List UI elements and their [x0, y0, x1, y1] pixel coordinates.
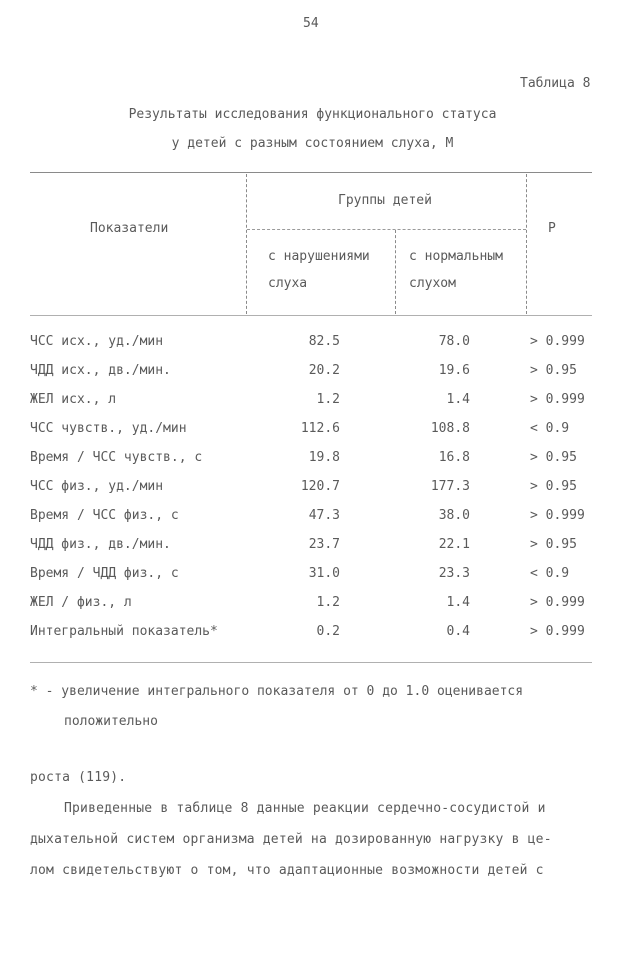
row-value-group2: 22.1 [438, 537, 470, 552]
row-value-group2: 16.8 [438, 450, 470, 465]
row-label: ЧСС чувств., уд./мин [30, 421, 187, 436]
header-group-rule [247, 229, 526, 230]
row-value-group2: 1.4 [446, 392, 470, 407]
body-line4: лом свидетельствуют о том, что адаптационные возможности детей с [30, 863, 544, 878]
table-row [0, 624, 625, 646]
row-p: < 0.9 [530, 566, 570, 581]
column-divider [246, 174, 247, 314]
table-title-line1: Результаты исследования функционального статуса [128, 107, 497, 122]
body-line1: роста (119). [30, 770, 127, 785]
header-group2-line1: с нормальным [409, 249, 503, 264]
row-label: Время / ЧДД физ., с [30, 566, 179, 581]
table-bottom-rule [30, 662, 592, 663]
row-label: Интегральный показатель* [30, 624, 218, 639]
table-row [0, 392, 625, 414]
row-value-group2: 19.6 [438, 363, 470, 378]
row-p: > 0.999 [530, 595, 585, 610]
row-label: Время / ЧСС физ., с [30, 508, 179, 523]
row-p: > 0.95 [530, 537, 577, 552]
header-p: P [548, 221, 556, 236]
table-row [0, 334, 625, 356]
header-indicators: Показатели [90, 221, 169, 236]
row-p: > 0.999 [530, 624, 585, 639]
row-label: ЖЕЛ исх., л [30, 392, 117, 407]
row-value-group2: 38.0 [438, 508, 470, 523]
row-value-group1: 0.2 [316, 624, 340, 639]
body-line2: Приведенные в таблице 8 данные реакции сердечно-сосудистой и [64, 801, 546, 816]
table-row [0, 479, 625, 501]
row-value-group1: 1.2 [316, 392, 340, 407]
table-row [0, 537, 625, 559]
table-row [0, 595, 625, 617]
table-row [0, 450, 625, 472]
column-divider [395, 230, 396, 314]
row-label: ЧДД исх., дв./мин. [30, 363, 171, 378]
table-row [0, 508, 625, 530]
row-value-group1: 23.7 [308, 537, 340, 552]
row-value-group1: 31.0 [308, 566, 340, 581]
header-group2-line2: слухом [409, 276, 456, 291]
row-value-group1: 19.8 [308, 450, 340, 465]
header-group1-line1: с нарушениями [268, 249, 370, 264]
row-label: ЖЕЛ / физ., л [30, 595, 132, 610]
row-label: Время / ЧСС чувств., с [30, 450, 203, 465]
row-label: ЧСС исх., уд./мин [30, 334, 164, 349]
table-row [0, 566, 625, 588]
row-value-group2: 0.4 [446, 624, 470, 639]
row-value-group1: 120.7 [300, 479, 340, 494]
row-value-group2: 1.4 [446, 595, 470, 610]
table-row [0, 421, 625, 443]
row-label: ЧДД физ., дв./мин. [30, 537, 171, 552]
row-value-group1: 1.2 [316, 595, 340, 610]
row-value-group2: 108.8 [430, 421, 470, 436]
column-divider [526, 174, 527, 314]
row-p: > 0.95 [530, 479, 577, 494]
row-value-group1: 82.5 [308, 334, 340, 349]
row-p: > 0.999 [530, 392, 585, 407]
row-value-group1: 20.2 [308, 363, 340, 378]
row-p: < 0.9 [530, 421, 570, 436]
row-p: > 0.95 [530, 450, 577, 465]
row-value-group1: 47.3 [308, 508, 340, 523]
row-p: > 0.999 [530, 334, 585, 349]
row-value-group1: 112.6 [300, 421, 340, 436]
table-label: Таблица 8 [520, 76, 591, 91]
page-number: 54 [303, 16, 319, 31]
table-top-rule [30, 172, 592, 173]
row-value-group2: 177.3 [430, 479, 470, 494]
row-p: > 0.95 [530, 363, 577, 378]
header-bottom-rule [30, 315, 592, 316]
table-title-line2: у детей с разным состоянием слуха, M [171, 136, 454, 151]
header-group1-line2: слуха [268, 276, 308, 291]
body-line3: дыхательной систем организма детей на дозированную нагрузку в це- [30, 832, 552, 847]
row-value-group2: 78.0 [438, 334, 470, 349]
table-row [0, 363, 625, 385]
row-value-group2: 23.3 [438, 566, 470, 581]
footnote-line2: положительно [64, 714, 158, 729]
footnote-line1: * - увеличение интегрального показателя от 0 до 1.0 оценивается [30, 684, 524, 699]
header-groups: Группы детей [338, 193, 432, 208]
row-p: > 0.999 [530, 508, 585, 523]
row-label: ЧСС физ., уд./мин [30, 479, 164, 494]
